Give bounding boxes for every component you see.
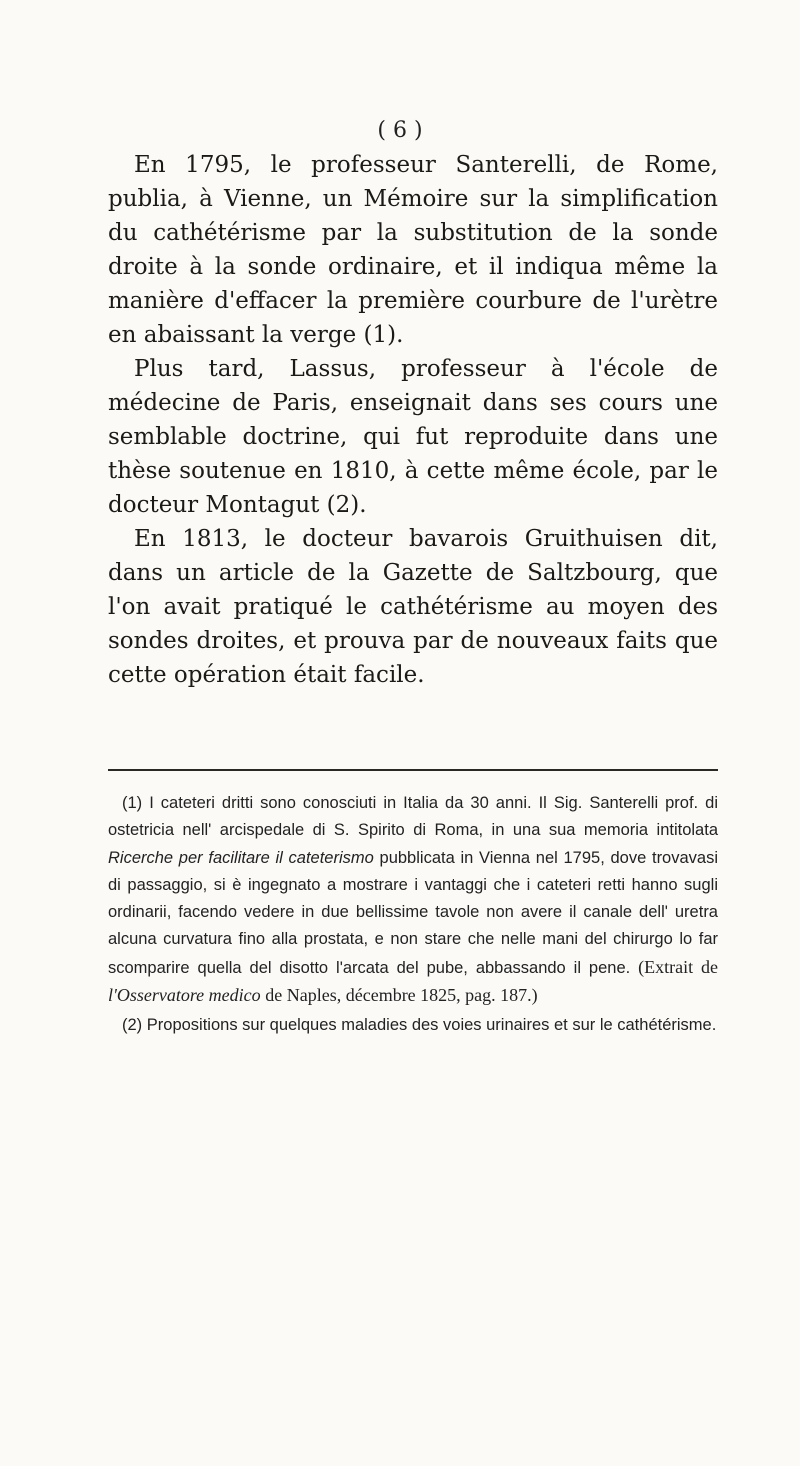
- main-text: [108, 148, 718, 692]
- footnote-1-text: I cateteri dritti sono conosciuti in Italia da 30 anni. Il Sig. Santerelli prof. di ostetricia nell' arcispedale di S. Spirito di Roma, in una sua memoria intitolata: [108, 794, 719, 840]
- footnote-1-extract-prefix: (Extrait de: [638, 956, 718, 977]
- footnote-1-title: Ricerche per facilitare il cateterismo: [108, 848, 374, 867]
- paragraph-gruithuisen: En 1813, le docteur bavarois Gruithuisen dit, dans un article de la Gazette de Saltzbourg, que l'on avait pratiqué le cathétérisme au moyen des sondes droites, et prouva par de nouveaux faits que cette opération était facile.: [108, 526, 718, 688]
- paragraph-lassus: Plus tard, Lassus, professeur à l'école de médecine de Paris, enseignait dans ses cours une semblable doctrine, qui fut reproduite dans une thèse soutenue en 1810, à cette même école, par le docteur Montagut (2).: [108, 356, 718, 518]
- footnote-1: [108, 790, 718, 1010]
- footnotes: [108, 790, 718, 1042]
- footnote-2-marker: (2): [122, 1016, 143, 1035]
- footnote-divider: [108, 769, 718, 771]
- footnote-1-extract-suffix: de Naples, décembre 1825, pag. 187.): [265, 985, 538, 1006]
- paragraph-santerelli: En 1795, le professeur Santerelli, de Rome, publia, à Vienne, un Mémoire sur la simplification du cathétérisme par la substitution de la sonde droite à la sonde ordinaire, et il indiqua même la manière d'effacer la première courbure de l'urètre en abaissant la verge (1).: [108, 152, 718, 348]
- footnote-1-text-continued: pubblicata in Vienna nel 1795, dove trovavasi di passaggio, si è ingegnato a mostrare i vantaggi che i cateteri retti hanno sugli ordinarii, facendo vedere in due bellissime tavole non avere il canale dell' uretra alcuna curvatura fino alla prostata, e non stare che nelle mani del chirurgo lo far scomparire quella del disotto l'arcata del pube, abbassando il pene.: [108, 848, 719, 977]
- footnote-2: [108, 1012, 718, 1039]
- footnote-1-extract-title: l'Osservatore medico: [108, 985, 261, 1006]
- footnote-1-marker: (1): [122, 794, 143, 812]
- page-number: ( 6 ): [377, 118, 423, 143]
- footnote-2-text: Propositions sur quelques maladies des voies urinaires et sur le cathétérisme.: [146, 1016, 717, 1035]
